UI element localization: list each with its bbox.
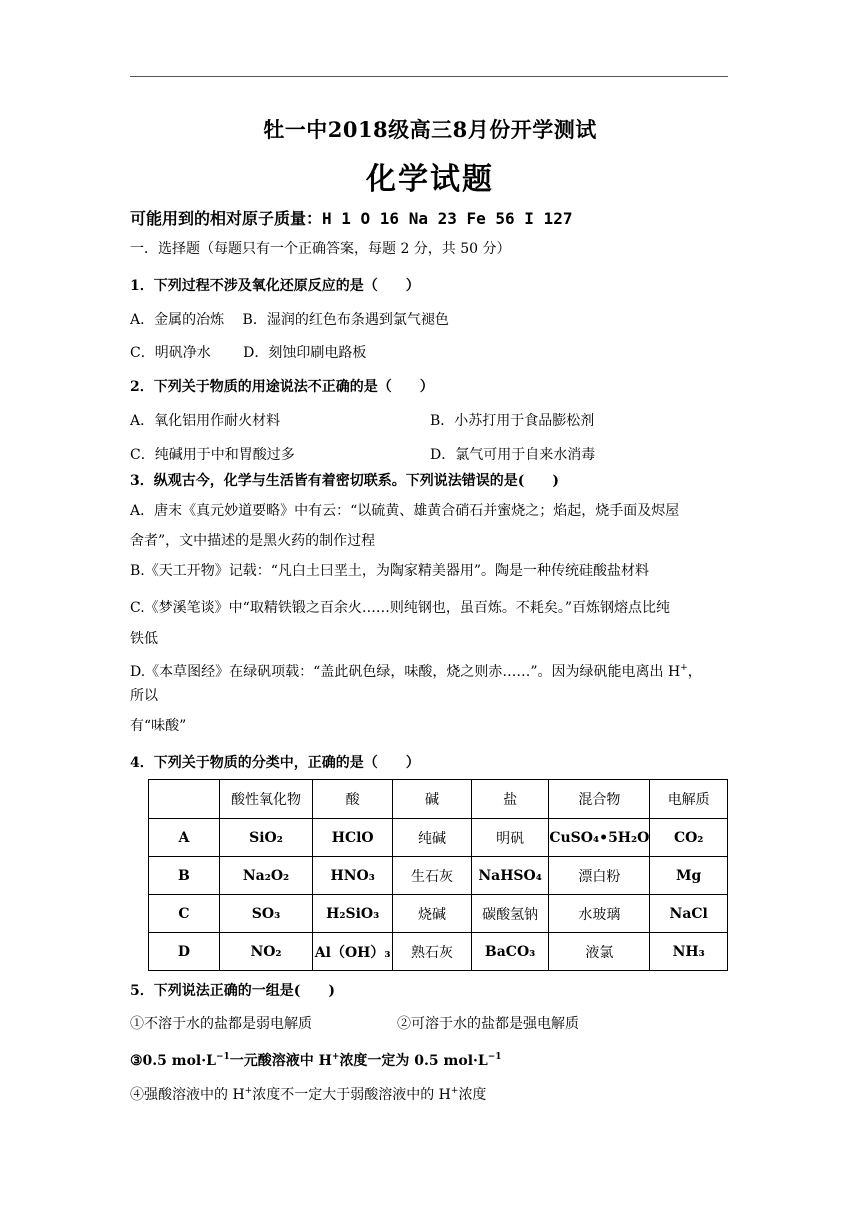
exam-subtitle: 化学试题 — [366, 162, 494, 197]
table-header-row — [149, 780, 728, 819]
table-cell: CuSO₄•5H₂O — [549, 819, 650, 857]
table-cell: BaCO₃ — [471, 933, 549, 971]
atomic-masses: 可能用到的相对原子质量：H 1 O 16 Na 23 Fe 56 I 127 — [130, 209, 573, 228]
table-cell: 明矾 — [471, 819, 549, 857]
table-cell: NaCl — [650, 895, 728, 933]
table-header-cell: 混合物 — [549, 780, 650, 819]
q5-statement-1: ①不溶于水的盐都是弱电解质 — [130, 1016, 312, 1032]
table-cell: B — [149, 857, 220, 895]
q5-s4-sup: + — [244, 1086, 253, 1096]
q5-s3-sup: −1 — [487, 1052, 502, 1062]
q1-stem: 1．下列过程不涉及氧化还原反应的是（ ） — [130, 278, 420, 294]
table-cell: Al（OH）₃ — [313, 933, 393, 971]
table-cell: 漂白粉 — [549, 857, 650, 895]
q3-option-d-line1 — [130, 659, 702, 681]
q5-stem: 5．下列说法正确的一组是( ) — [130, 983, 335, 999]
table-cell: D — [149, 933, 220, 971]
exam-title: 牡一中2018级高三8月份开学测试 — [263, 117, 597, 142]
q3-option-a-line2: 舍者”，文中描述的是黑火药的制作过程 — [130, 533, 376, 549]
q5-s3-sup: −1 — [215, 1052, 230, 1062]
q2-option-d: D．氯气可用于自来水消毒 — [430, 447, 596, 463]
table-cell: SiO₂ — [219, 819, 312, 857]
table-cell: NaHSO₄ — [471, 857, 549, 895]
header-rule — [130, 76, 728, 77]
table-header-cell: 盐 — [471, 780, 549, 819]
table-header-cell: 碱 — [393, 780, 472, 819]
q3-option-c-line2: 铁低 — [130, 631, 158, 647]
table-cell: NH₃ — [650, 933, 728, 971]
table-header-cell: 酸性氧化物 — [219, 780, 312, 819]
q3-d-sup: + — [680, 663, 688, 673]
q3-option-b: B.《天工开物》记载：“凡白土曰垩土，为陶家精美器用”。陶是一种传统硅酸盐材料 — [130, 563, 650, 579]
table-cell: 液氯 — [549, 933, 650, 971]
classification-table — [148, 779, 728, 971]
table-cell: H₂SiO₃ — [313, 895, 393, 933]
q3-option-c-line1: C.《梦溪笔谈》中“取精铁锻之百余火……则纯钢也，虽百炼。不耗矣。”百炼钢熔点比纯 — [130, 600, 670, 616]
table-cell: NO₂ — [219, 933, 312, 971]
table-cell: Na₂O₂ — [219, 857, 312, 895]
q2-option-c: C．纯碱用于中和胃酸过多 — [130, 447, 295, 463]
q5-s4-part: 浓度不一定大于弱酸溶液中的 H — [252, 1087, 451, 1103]
q3-stem: 3．纵观古今，化学与生活皆有着密切联系。下列说法错误的是( ) — [130, 473, 559, 489]
table-cell: 生石灰 — [393, 857, 472, 895]
table-header-cell: 电解质 — [650, 780, 728, 819]
table-cell: 碳酸氢钠 — [471, 895, 549, 933]
table-cell: 烧碱 — [393, 895, 472, 933]
table-cell: 纯碱 — [393, 819, 472, 857]
q5-s3-part: 浓度一定为 0.5 mol·L — [339, 1053, 488, 1069]
table-row — [149, 819, 728, 857]
q4-stem: 4．下列关于物质的分类中，正确的是（ ） — [130, 755, 420, 771]
table-cell: 熟石灰 — [393, 933, 472, 971]
table-row — [149, 933, 728, 971]
q3-d-end: ， — [687, 664, 702, 680]
q3-option-a-line1: A．唐末《真元妙道要略》中有云：“以硫黄、雄黄合硝石并蜜烧之；焰起，烧手面及烬屋 — [130, 503, 680, 519]
table-header-cell: 酸 — [313, 780, 393, 819]
q5-statement-2: ②可溶于水的盐都是强电解质 — [397, 1016, 579, 1032]
q5-s3-part: 一元酸溶液中 H — [229, 1053, 332, 1069]
q2-option-b: B．小苏打用于食品膨松剂 — [430, 413, 595, 429]
table-cell: C — [149, 895, 220, 933]
table-cell: HClO — [313, 819, 393, 857]
table-cell: SO₃ — [219, 895, 312, 933]
q5-s3-part: ③0.5 mol·L — [130, 1053, 216, 1069]
q5-s4-sup: + — [450, 1086, 459, 1096]
section-heading: 一．选择题（每题只有一个正确答案，每题 2 分，共 50 分） — [130, 241, 511, 257]
q1-options-ab: A．金属的冶炼 B．湿润的红色布条遇到氯气褪色 — [130, 312, 449, 328]
q3-option-d-line2: 所以 — [130, 688, 158, 704]
q5-statement-3 — [130, 1048, 502, 1070]
q2-option-a: A．氧化铝用作耐火材料 — [130, 413, 281, 429]
table-cell: A — [149, 819, 220, 857]
table-row — [149, 857, 728, 895]
q5-s4-part: ④强酸溶液中的 H — [130, 1087, 245, 1103]
table-cell: Mg — [650, 857, 728, 895]
table-header-cell — [149, 780, 220, 819]
q5-s3-sup: + — [331, 1052, 340, 1062]
q5-s4-part: 浓度 — [458, 1087, 487, 1103]
table-cell: CO₂ — [650, 819, 728, 857]
table-cell: 水玻璃 — [549, 895, 650, 933]
q2-stem: 2．下列关于物质的用途说法不正确的是（ ） — [130, 379, 434, 395]
q3-option-d-line3: 有“味酸” — [130, 718, 187, 734]
q5-statement-4 — [130, 1082, 486, 1104]
table-row — [149, 895, 728, 933]
table-cell: HNO₃ — [313, 857, 393, 895]
q3-d-text: D.《本草图经》在绿矾项载：“盖此矾色绿，味酸，烧之则赤……”。因为绿矾能电离出 H — [130, 664, 681, 680]
q1-options-cd: C．明矾净水 D．刻蚀印刷电路板 — [130, 345, 367, 361]
